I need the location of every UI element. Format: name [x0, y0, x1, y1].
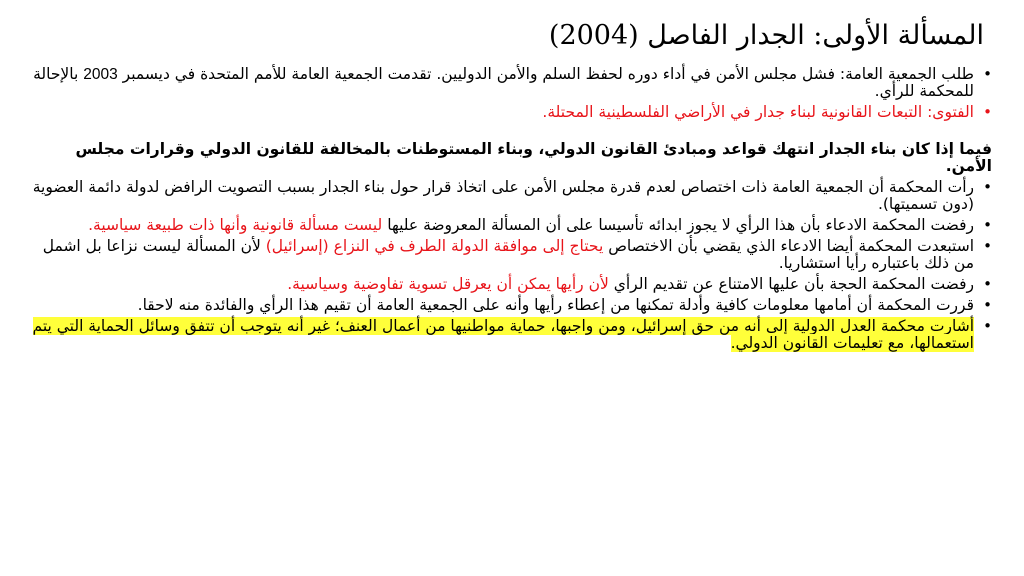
item-text: استبعدت المحكمة أيضا الادعاء الذي يقضي بأن الاختصاص: [603, 237, 974, 255]
list-item-ga-request: [32, 66, 992, 100]
bullet-icon: •: [983, 317, 992, 335]
bullet-icon: •: [983, 275, 992, 293]
item-year: 2003: [83, 66, 118, 83]
item-text-emphasis: يحتاج إلى موافقة الدولة الطرف في النزاع (إسرائيل): [265, 237, 604, 255]
bullet-icon: •: [983, 237, 992, 255]
list-item-sufficient-info: [32, 297, 992, 314]
question-heading: [32, 141, 992, 175]
bullet-icon: •: [983, 103, 992, 121]
item-text: الفتوى: التبعات القانونية لبناء جدار في الأراضي الفلسطينية المحتلة.: [542, 103, 974, 121]
list-item-negotiation-claim: [32, 276, 992, 293]
list-item-highlighted-conclusion: [32, 318, 992, 352]
item-text-end: لأن المسألة ليست نزاعا بل اشمل من ذلك باعتباره رأيا استشاريا.: [42, 237, 974, 272]
list-item-fatwa: [32, 104, 992, 121]
item-text-end: بالإحالة للمحكمة للرأي.: [33, 65, 974, 100]
bullet-icon: •: [983, 178, 992, 196]
list-item-consent-claim: [32, 238, 992, 272]
item-text: رفضت المحكمة الحجة بأن عليها الامتناع عن تقديم الرأي: [608, 275, 974, 293]
list-item-political-claim: [32, 217, 992, 234]
item-text: رأت المحكمة أن الجمعية العامة ذات اختصاص لعدم قدرة مجلس الأمن على اتخاذ قرار حول بناء الجدار بسبب التصويت الرافض لدولة دائمة العضوية (دون تسميتها).: [32, 178, 974, 213]
bullet-icon: •: [983, 296, 992, 314]
list-item-jurisdiction: [32, 179, 992, 213]
item-text-highlighted: أشارت محكمة العدل الدولية إلى أنه من حق إسرائيل، ومن واجبها، حماية مواطنيها من أعمال العنف؛ غير أنه يتوجب أن تتفق وسائل الحماية التي يتم استعمالها، مع تعليمات القانون الدولي.: [32, 317, 974, 352]
heading-text: فيما إذا كان بناء الجدار انتهك قواعد ومبادئ القانون الدولي، وبناء المستوطنات بالمخالفة للقانون الدولي وقرارات مجلس الأمن.: [75, 140, 992, 175]
slide-content: [32, 66, 992, 356]
item-text-emphasis: لأن رأيها يمكن أن يعرقل تسوية تفاوضية وسياسية.: [287, 275, 609, 293]
slide-title: المسألة الأولى: الجدار الفاصل (2004): [548, 20, 984, 51]
item-text: طلب الجمعية العامة: فشل مجلس الأمن في أداء دوره لحفظ السلم والأمن الدوليين. تقدمت الجمعية العامة للأمم المتحدة في ديسمبر: [117, 65, 974, 83]
bullet-icon: •: [983, 65, 992, 83]
item-text: قررت المحكمة أن أمامها معلومات كافية وأدلة تمكنها من إعطاء رأيها وأنه على الجمعية العامة أن تقيم هذا الرأي والفائدة منه لاحقا.: [137, 296, 974, 314]
bullet-icon: •: [983, 216, 992, 234]
item-text-emphasis: ليست مسألة قانونية وأنها ذات طبيعة سياسية.: [88, 216, 383, 234]
item-text: رفضت المحكمة الادعاء بأن هذا الرأي لا يجوز ابدائه تأسيسا على أن المسألة المعروضة عليها: [382, 216, 974, 234]
